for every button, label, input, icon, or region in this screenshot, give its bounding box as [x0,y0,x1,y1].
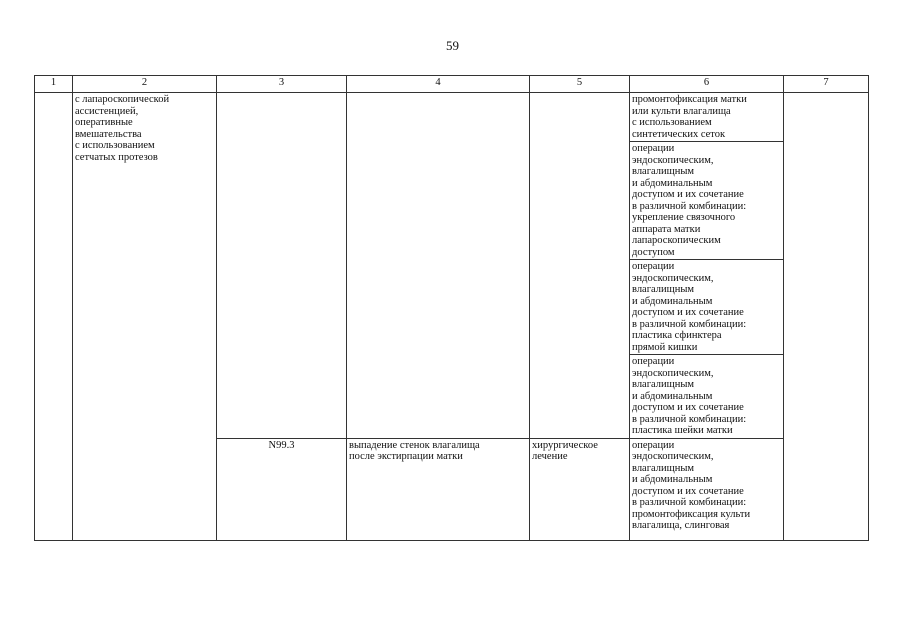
column-header-1: 1 [35,76,73,93]
cell-col1 [35,93,73,541]
table-row [35,93,869,142]
cell-col7 [784,93,869,541]
cell-icd-code [217,93,347,439]
column-header-6: 6 [630,76,784,93]
cell-treatment-type-n99: хирургическое лечение [530,438,630,540]
column-header-2: 2 [73,76,217,93]
procedures-table [34,75,869,541]
cell-diagnosis-n99: выпадение стенок влагалища после экстирпации матки [347,438,530,540]
column-header-7: 7 [784,76,869,93]
table-header-row [35,76,869,93]
cell-treatment-type [530,93,630,439]
cell-operation-n99: операции эндоскопическим, влагалищным и абдоминальным доступом и их сочетание в различной комбинации: промонтофиксация культи влагалища, слинговая [630,438,784,540]
page-number: 59 [446,38,459,53]
cell-operation-4: операции эндоскопическим, влагалищным и абдоминальным доступом и их сочетание в различной комбинации: пластика шейки матки [630,355,784,439]
cell-operation-1: промонтофиксация матки или культи влагалища с использованием синтетических сеток [630,93,784,142]
cell-operation-3: операции эндоскопическим, влагалищным и абдоминальным доступом и их сочетание в различной комбинации: пластика сфинктера прямой кишки [630,260,784,355]
cell-operation-2: операции эндоскопическим, влагалищным и абдоминальным доступом и их сочетание в различной комбинации: укрепление связочного аппарата матки лапароскопическим доступом [630,142,784,260]
column-header-3: 3 [217,76,347,93]
column-header-4: 4 [347,76,530,93]
column-header-5: 5 [530,76,630,93]
cell-icd-code-n99: N99.3 [217,438,347,540]
cell-diagnosis [347,93,530,439]
cell-method-name: с лапароскопической ассистенцией, оперативные вмешательства с использованием сетчатых протезов [73,93,217,541]
